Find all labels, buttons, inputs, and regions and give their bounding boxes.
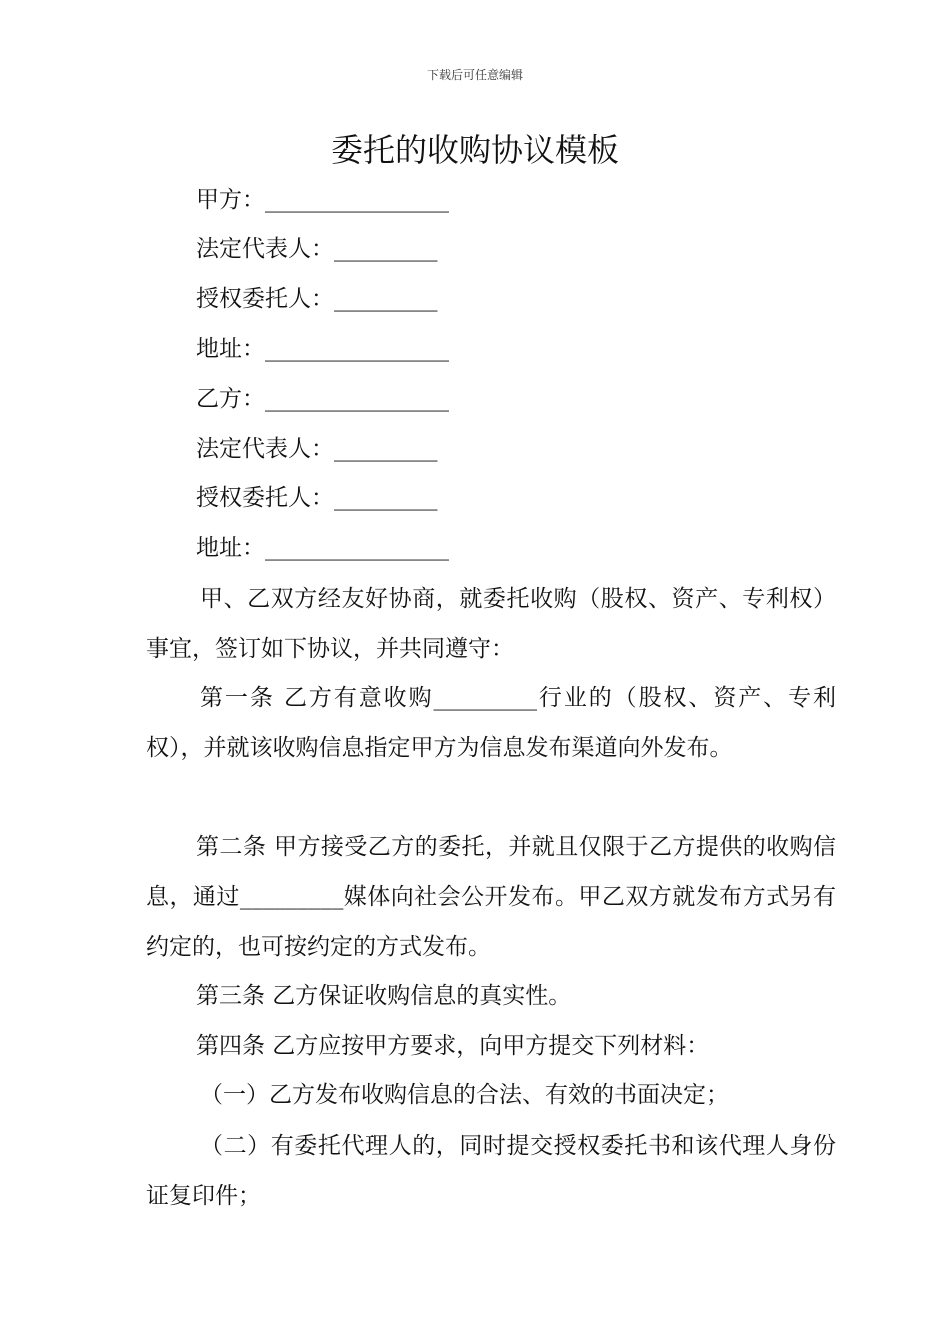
material-item-2: （二）有委托代理人的，同时提交授权委托书和该代理人身份证复印件； [146, 1133, 836, 1209]
party-b-field: 乙方：________________ [196, 386, 449, 412]
intro-paragraph: 甲、乙双方经友好协商，就委托收购（股权、资产、专利权）事宜，签订如下协议，并共同遵守： [146, 586, 836, 662]
article-2-paragraph: 第二条 甲方接受乙方的委托，并就且仅限于乙方提供的收购信息，通过_________媒体向社会公开发布。甲乙双方就发布方式另有约定的，也可按约定的方式发布。 [146, 834, 836, 960]
article-1-paragraph: 第一条 乙方有意收购_________行业的（股权、资产、专利权），并就该收购信息指定甲方为信息发布渠道向外发布。 [146, 685, 836, 761]
article-3-paragraph: 第三条 乙方保证收购信息的真实性。 [196, 983, 572, 1009]
material-item-1: （一）乙方发布收购信息的合法、有效的书面决定； [200, 1082, 729, 1108]
party-b-legal-rep-field: 法定代表人：_________ [196, 436, 438, 462]
article-4-paragraph: 第四条 乙方应按甲方要求，向甲方提交下列材料： [196, 1033, 710, 1059]
party-a-legal-rep-field: 法定代表人：_________ [196, 236, 438, 262]
document-title: 委托的收购协议模板 [330, 131, 619, 169]
header-note: 下载后可任意编辑 [426, 68, 523, 82]
party-a-authorized-agent-field: 授权委托人：_________ [196, 286, 438, 312]
party-a-address-field: 地址：________________ [196, 336, 449, 362]
party-a-field: 甲方：________________ [196, 187, 449, 213]
party-b-authorized-agent-field: 授权委托人：_________ [196, 485, 438, 511]
party-b-address-field: 地址：________________ [196, 535, 449, 561]
